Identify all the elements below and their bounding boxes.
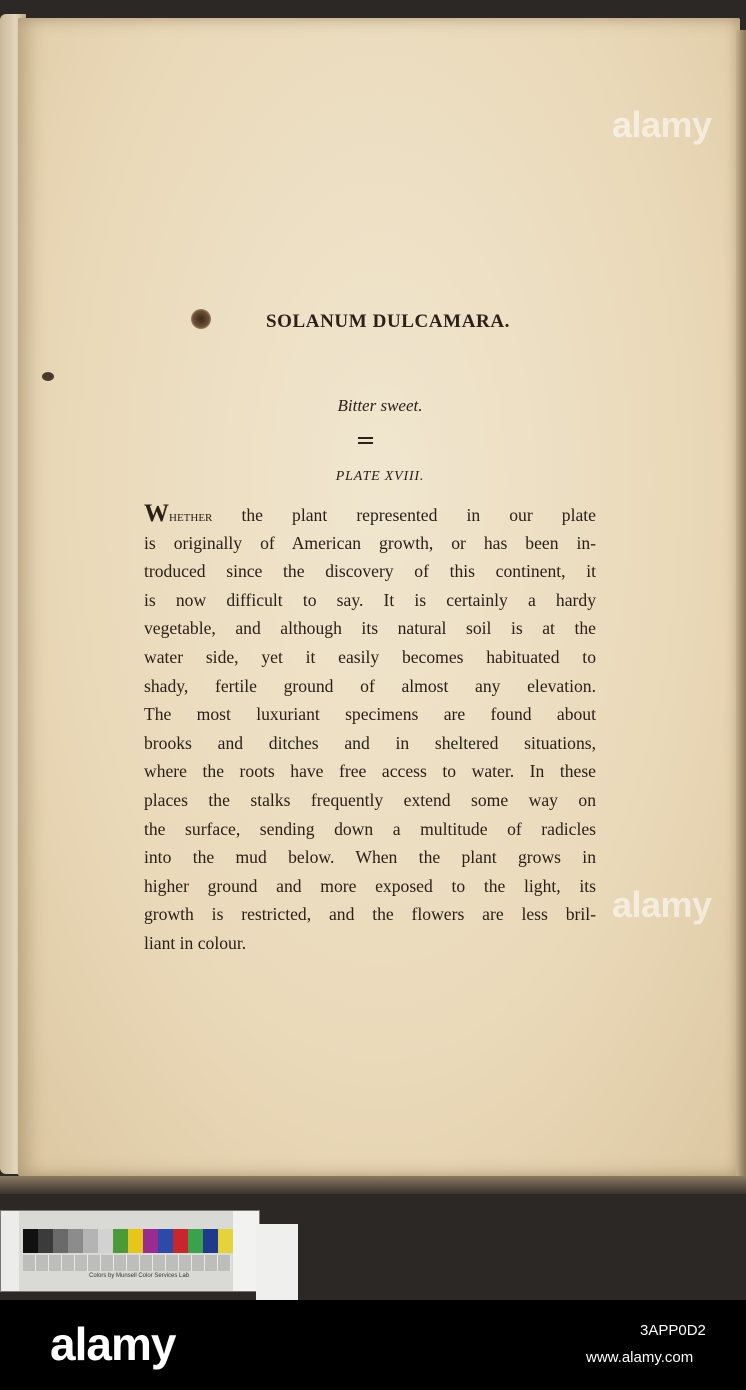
double-rule-top bbox=[358, 437, 373, 439]
text-line: troduced since the discovery of this continent, it bbox=[144, 561, 596, 582]
text-line: shady, fertile ground of almost any elevation. bbox=[144, 675, 596, 696]
footer-logo: alamy bbox=[50, 1318, 176, 1370]
text-line: into the mud below. When the plant grows in bbox=[144, 847, 596, 868]
double-rule-bottom bbox=[358, 442, 373, 444]
text-line: places the stalks frequently extend some way on bbox=[144, 789, 596, 810]
color-patch bbox=[188, 1229, 203, 1253]
target-scale-strip bbox=[1, 1211, 19, 1291]
footer-image-id: 3APP0D2 bbox=[640, 1322, 706, 1339]
text-line-last: liant in colour. bbox=[144, 932, 247, 953]
drop-cap: W bbox=[144, 500, 169, 527]
body-paragraph bbox=[144, 500, 596, 958]
plate-number: PLATE XVIII. bbox=[335, 469, 425, 484]
color-patch bbox=[23, 1229, 38, 1253]
target-caption: Colors by Munsell Color Services Lab bbox=[89, 1273, 190, 1279]
color-patch bbox=[113, 1229, 128, 1253]
color-patch-row bbox=[23, 1229, 263, 1253]
color-calibration-target bbox=[0, 1210, 260, 1292]
small-caps-word: hether bbox=[169, 508, 213, 525]
text-line: The most luxuriant specimens are found about bbox=[144, 704, 596, 725]
color-patch bbox=[203, 1229, 218, 1253]
text-line: higher ground and more exposed to the light, its bbox=[144, 875, 596, 896]
text-line: is originally of American growth, or has been in- bbox=[144, 532, 596, 553]
first-line-text: the plant represented in our plate bbox=[212, 505, 596, 525]
text-line: brooks and ditches and in sheltered situations, bbox=[144, 732, 596, 753]
gray-scale-grid bbox=[23, 1255, 231, 1271]
color-patch bbox=[98, 1229, 113, 1253]
text-line-1 bbox=[144, 500, 596, 529]
color-patch bbox=[218, 1229, 233, 1253]
page-edge-right bbox=[736, 30, 746, 1178]
watermark-logo: alamy bbox=[612, 884, 712, 925]
color-patch bbox=[158, 1229, 173, 1253]
watermark-logo: alamy bbox=[612, 104, 712, 145]
text-line: growth is restricted, and the flowers are less bril- bbox=[144, 904, 596, 925]
text-line: the surface, sending down a multitude of radicles bbox=[144, 818, 596, 839]
text-line: water side, yet it easily becomes habituated to bbox=[144, 646, 596, 667]
page-title: SOLANUM DULCAMARA. bbox=[265, 311, 511, 332]
color-patch bbox=[83, 1229, 98, 1253]
color-patch bbox=[53, 1229, 68, 1253]
color-patch bbox=[68, 1229, 83, 1253]
text-line: is now difficult to say. It is certainly a hardy bbox=[144, 589, 596, 610]
text-line: where the roots have free access to water. In these bbox=[144, 761, 596, 782]
page-subtitle: Bitter sweet. bbox=[337, 396, 423, 415]
paper-strip bbox=[256, 1224, 298, 1300]
text-line: vegetable, and although its natural soil is at the bbox=[144, 618, 596, 639]
footer-url: www.alamy.com bbox=[586, 1349, 694, 1366]
book-bottom-edge bbox=[0, 1176, 746, 1194]
color-patch bbox=[143, 1229, 158, 1253]
ink-spot-small bbox=[42, 372, 54, 381]
color-patch bbox=[128, 1229, 143, 1253]
color-patch bbox=[38, 1229, 53, 1253]
color-patch bbox=[173, 1229, 188, 1253]
